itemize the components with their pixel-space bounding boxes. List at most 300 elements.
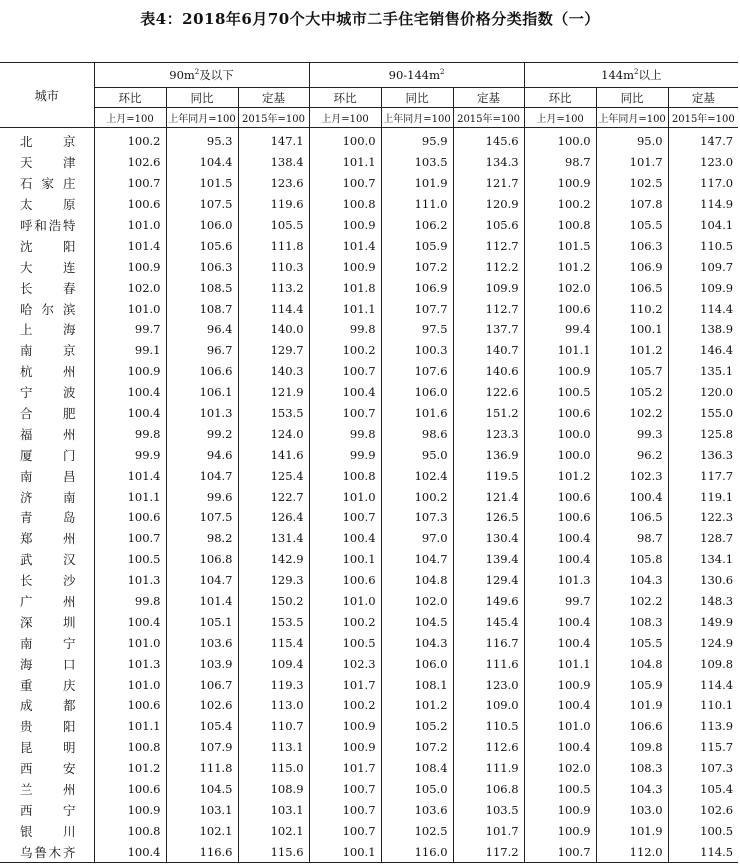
- cell-large-yoy: 102.2: [596, 591, 668, 612]
- cell-mid-fixed: 112.2: [453, 256, 524, 277]
- cell-large-mom: 102.0: [524, 277, 596, 298]
- cell-mid-fixed: 109.0: [453, 695, 524, 716]
- cell-small-fixed: 140.3: [238, 361, 309, 382]
- cell-large-yoy: 110.2: [596, 298, 668, 319]
- table-row: [0, 277, 738, 298]
- cell-large-yoy: 106.5: [596, 277, 668, 298]
- cell-mid-mom: 101.1: [309, 298, 381, 319]
- subheader-mom: 环比: [524, 88, 596, 108]
- cell-large-mom: 101.2: [524, 465, 596, 486]
- cell-mid-mom: 100.9: [309, 737, 381, 758]
- cell-small-mom: 99.8: [94, 423, 166, 444]
- cell-mid-mom: 100.4: [309, 528, 381, 549]
- base-label: 上年同月=100: [166, 108, 238, 128]
- cell-small-mom: 100.8: [94, 820, 166, 841]
- cell-large-fixed: 125.8: [668, 423, 738, 444]
- cell-mid-fixed: 151.2: [453, 403, 524, 424]
- cell-large-fixed: 123.0: [668, 152, 738, 173]
- cell-mid-yoy: 107.6: [381, 361, 453, 382]
- cell-mid-fixed: 121.4: [453, 486, 524, 507]
- cell-small-yoy: 108.5: [166, 277, 238, 298]
- cell-small-yoy: 116.6: [166, 841, 238, 862]
- cell-mid-mom: 100.0: [309, 128, 381, 152]
- cell-mid-yoy: 102.5: [381, 820, 453, 841]
- base-label: 2015年=100: [668, 108, 738, 128]
- cell-mid-fixed: 123.3: [453, 423, 524, 444]
- cell-small-mom: 101.4: [94, 465, 166, 486]
- cell-mid-yoy: 106.9: [381, 277, 453, 298]
- cell-mid-yoy: 104.3: [381, 632, 453, 653]
- cell-mid-mom: 101.7: [309, 674, 381, 695]
- cell-small-mom: 100.2: [94, 128, 166, 152]
- cell-small-fixed: 129.7: [238, 340, 309, 361]
- cell-small-yoy: 107.5: [166, 507, 238, 528]
- cell-mid-mom: 101.7: [309, 758, 381, 779]
- cell-mid-yoy: 105.0: [381, 779, 453, 800]
- subheader-fixed-base: 定基: [453, 88, 524, 108]
- cell-large-fixed: 119.1: [668, 486, 738, 507]
- cell-mid-yoy: 103.5: [381, 152, 453, 173]
- cell-mid-fixed: 136.9: [453, 444, 524, 465]
- cell-small-mom: 100.6: [94, 695, 166, 716]
- city-name: 大连: [20, 259, 76, 275]
- cell-large-yoy: 106.3: [596, 235, 668, 256]
- table-row: [0, 465, 738, 486]
- cell-mid-mom: 99.9: [309, 444, 381, 465]
- table-row: [0, 528, 738, 549]
- cell-large-mom: 100.8: [524, 215, 596, 236]
- city-name: 乌鲁木齐: [0, 841, 94, 862]
- cell-mid-mom: 100.9: [309, 256, 381, 277]
- cell-large-fixed: 149.9: [668, 611, 738, 632]
- cell-small-fixed: 110.3: [238, 256, 309, 277]
- cell-mid-fixed: 122.6: [453, 382, 524, 403]
- cell-mid-fixed: 116.7: [453, 632, 524, 653]
- table-body: [0, 128, 738, 863]
- cell-large-yoy: 106.5: [596, 507, 668, 528]
- cell-small-fixed: 109.4: [238, 653, 309, 674]
- cell-large-fixed: 114.4: [668, 298, 738, 319]
- cell-large-yoy: 95.0: [596, 128, 668, 152]
- city-name: 南宁: [20, 635, 76, 651]
- cell-large-yoy: 107.8: [596, 194, 668, 215]
- cell-mid-mom: 100.2: [309, 340, 381, 361]
- cell-small-fixed: 138.4: [238, 152, 309, 173]
- cell-large-yoy: 100.4: [596, 486, 668, 507]
- cell-mid-mom: 100.7: [309, 779, 381, 800]
- cell-large-mom: 100.9: [524, 674, 596, 695]
- table-row: [0, 152, 738, 173]
- city-name: 长沙: [20, 573, 76, 589]
- cell-mid-yoy: 101.2: [381, 695, 453, 716]
- group-header-small: $90m^2$及以下: [94, 63, 309, 88]
- cell-mid-yoy: 104.7: [381, 549, 453, 570]
- cell-mid-yoy: 101.6: [381, 403, 453, 424]
- cell-mid-fixed: 112.6: [453, 737, 524, 758]
- cell-mid-mom: 101.0: [309, 486, 381, 507]
- cell-small-mom: 100.4: [94, 382, 166, 403]
- cell-large-mom: 101.3: [524, 570, 596, 591]
- cell-large-yoy: 96.2: [596, 444, 668, 465]
- city-name: 太原: [20, 197, 76, 213]
- cell-large-mom: 100.6: [524, 298, 596, 319]
- cell-large-mom: 101.5: [524, 235, 596, 256]
- base-label: 上年同月=100: [381, 108, 453, 128]
- cell-mid-mom: 99.8: [309, 319, 381, 340]
- cell-mid-yoy: 100.3: [381, 340, 453, 361]
- cell-small-fixed: 103.1: [238, 800, 309, 821]
- cell-small-mom: 100.9: [94, 256, 166, 277]
- cell-small-yoy: 106.6: [166, 361, 238, 382]
- city-name: 哈尔滨: [20, 301, 76, 317]
- cell-mid-mom: 101.1: [309, 152, 381, 173]
- cell-small-fixed: 140.0: [238, 319, 309, 340]
- cell-large-fixed: 110.5: [668, 235, 738, 256]
- cell-mid-fixed: 109.9: [453, 277, 524, 298]
- city-name: 沈阳: [20, 238, 76, 254]
- cell-mid-yoy: 107.2: [381, 256, 453, 277]
- table-row: [0, 695, 738, 716]
- cell-mid-fixed: 112.7: [453, 235, 524, 256]
- cell-mid-mom: 100.2: [309, 695, 381, 716]
- cell-large-yoy: 105.5: [596, 632, 668, 653]
- cell-small-fixed: 122.7: [238, 486, 309, 507]
- cell-mid-yoy: 100.2: [381, 486, 453, 507]
- cell-large-fixed: 102.6: [668, 800, 738, 821]
- cell-mid-fixed: 117.2: [453, 841, 524, 862]
- cell-large-mom: 100.4: [524, 549, 596, 570]
- cell-large-fixed: 105.4: [668, 779, 738, 800]
- table-header: [0, 63, 738, 128]
- cell-mid-yoy: 102.4: [381, 465, 453, 486]
- cell-small-mom: 100.7: [94, 528, 166, 549]
- group-header-large: $144m^2$以上: [524, 63, 738, 88]
- cell-large-mom: 101.0: [524, 716, 596, 737]
- cell-large-mom: 102.0: [524, 758, 596, 779]
- cell-small-mom: 101.4: [94, 235, 166, 256]
- cell-large-mom: 100.0: [524, 444, 596, 465]
- cell-large-yoy: 105.2: [596, 382, 668, 403]
- cell-mid-yoy: 105.9: [381, 235, 453, 256]
- cell-small-yoy: 106.7: [166, 674, 238, 695]
- cell-small-fixed: 108.9: [238, 779, 309, 800]
- cell-large-yoy: 106.9: [596, 256, 668, 277]
- cell-mid-mom: 100.7: [309, 800, 381, 821]
- cell-large-yoy: 99.3: [596, 423, 668, 444]
- table-row: [0, 256, 738, 277]
- table-row: [0, 382, 738, 403]
- cell-small-yoy: 106.0: [166, 215, 238, 236]
- city-name: 天津: [20, 155, 76, 171]
- cell-small-fixed: 125.4: [238, 465, 309, 486]
- cell-large-fixed: 147.7: [668, 128, 738, 152]
- cell-mid-yoy: 108.1: [381, 674, 453, 695]
- cell-large-fixed: 135.1: [668, 361, 738, 382]
- cell-large-yoy: 104.3: [596, 570, 668, 591]
- subheader-mom: 环比: [94, 88, 166, 108]
- cell-small-yoy: 104.4: [166, 152, 238, 173]
- cell-large-fixed: 130.6: [668, 570, 738, 591]
- cell-small-mom: 99.1: [94, 340, 166, 361]
- cell-mid-mom: 100.7: [309, 820, 381, 841]
- cell-large-fixed: 155.0: [668, 403, 738, 424]
- cell-small-yoy: 107.9: [166, 737, 238, 758]
- cell-large-yoy: 112.0: [596, 841, 668, 862]
- cell-mid-mom: 100.6: [309, 570, 381, 591]
- cell-large-mom: 100.4: [524, 737, 596, 758]
- cell-mid-mom: 99.8: [309, 423, 381, 444]
- cell-small-fixed: 115.4: [238, 632, 309, 653]
- cell-mid-yoy: 98.6: [381, 423, 453, 444]
- base-label: 上月=100: [94, 108, 166, 128]
- cell-large-fixed: 104.1: [668, 215, 738, 236]
- cell-mid-yoy: 97.5: [381, 319, 453, 340]
- cell-mid-yoy: 116.0: [381, 841, 453, 862]
- cell-mid-mom: 102.3: [309, 653, 381, 674]
- cell-mid-fixed: 140.6: [453, 361, 524, 382]
- cell-small-yoy: 101.5: [166, 173, 238, 194]
- cell-large-mom: 100.6: [524, 507, 596, 528]
- cell-large-mom: 99.4: [524, 319, 596, 340]
- cell-mid-fixed: 101.7: [453, 820, 524, 841]
- cell-mid-mom: 100.9: [309, 215, 381, 236]
- city-name: 合肥: [20, 406, 76, 422]
- cell-small-fixed: 131.4: [238, 528, 309, 549]
- subheader-yoy: 同比: [166, 88, 238, 108]
- cell-mid-fixed: 121.7: [453, 173, 524, 194]
- cell-small-mom: 101.0: [94, 674, 166, 695]
- cell-mid-yoy: 107.3: [381, 507, 453, 528]
- cell-mid-mom: 100.7: [309, 173, 381, 194]
- cell-mid-yoy: 104.8: [381, 570, 453, 591]
- cell-small-fixed: 119.3: [238, 674, 309, 695]
- city-name: 贵阳: [20, 719, 76, 735]
- cell-large-yoy: 109.8: [596, 737, 668, 758]
- cell-small-fixed: 113.2: [238, 277, 309, 298]
- cell-large-mom: 100.5: [524, 382, 596, 403]
- cell-small-yoy: 104.7: [166, 465, 238, 486]
- table-row: [0, 758, 738, 779]
- cell-large-mom: 101.1: [524, 653, 596, 674]
- cell-mid-mom: 100.8: [309, 465, 381, 486]
- cell-small-fixed: 129.3: [238, 570, 309, 591]
- cell-small-yoy: 94.6: [166, 444, 238, 465]
- cell-large-yoy: 106.6: [596, 716, 668, 737]
- cell-large-mom: 100.9: [524, 800, 596, 821]
- cell-large-fixed: 124.9: [668, 632, 738, 653]
- cell-large-fixed: 148.3: [668, 591, 738, 612]
- cell-large-fixed: 117.7: [668, 465, 738, 486]
- city-name: 福州: [20, 426, 76, 442]
- cell-small-fixed: 150.2: [238, 591, 309, 612]
- cell-large-mom: 100.7: [524, 841, 596, 862]
- cell-small-fixed: 126.4: [238, 507, 309, 528]
- cell-large-fixed: 109.7: [668, 256, 738, 277]
- cell-mid-fixed: 123.0: [453, 674, 524, 695]
- cell-small-mom: 100.9: [94, 800, 166, 821]
- cell-small-mom: 100.6: [94, 779, 166, 800]
- cell-large-mom: 100.9: [524, 361, 596, 382]
- cell-small-yoy: 98.2: [166, 528, 238, 549]
- cell-large-yoy: 102.2: [596, 403, 668, 424]
- cell-large-fixed: 100.5: [668, 820, 738, 841]
- cell-large-fixed: 134.1: [668, 549, 738, 570]
- table-row: [0, 820, 738, 841]
- cell-mid-mom: 100.2: [309, 611, 381, 632]
- cell-large-mom: 100.6: [524, 486, 596, 507]
- cell-small-fixed: 113.1: [238, 737, 309, 758]
- cell-mid-yoy: 103.6: [381, 800, 453, 821]
- cell-large-yoy: 105.5: [596, 215, 668, 236]
- cell-mid-yoy: 104.5: [381, 611, 453, 632]
- cell-large-yoy: 101.2: [596, 340, 668, 361]
- cell-large-yoy: 105.8: [596, 549, 668, 570]
- cell-mid-mom: 100.1: [309, 549, 381, 570]
- city-name: 呼和浩特: [20, 218, 76, 233]
- city-name: 武汉: [20, 552, 76, 568]
- city-name: 长春: [20, 280, 76, 296]
- cell-small-mom: 100.4: [94, 841, 166, 862]
- cell-mid-fixed: 134.3: [453, 152, 524, 173]
- cell-large-mom: 100.9: [524, 820, 596, 841]
- table-row: [0, 215, 738, 236]
- table-row: [0, 173, 738, 194]
- cell-mid-mom: 101.0: [309, 591, 381, 612]
- cell-mid-yoy: 108.4: [381, 758, 453, 779]
- subheader-fixed-base: 定基: [668, 88, 738, 108]
- cell-mid-fixed: 140.7: [453, 340, 524, 361]
- table-row: [0, 361, 738, 382]
- cell-small-fixed: 153.5: [238, 403, 309, 424]
- cell-large-mom: 100.9: [524, 173, 596, 194]
- cell-large-mom: 101.1: [524, 340, 596, 361]
- cell-large-fixed: 114.9: [668, 194, 738, 215]
- cell-small-mom: 100.7: [94, 173, 166, 194]
- cell-small-fixed: 113.0: [238, 695, 309, 716]
- cell-small-mom: 101.1: [94, 486, 166, 507]
- cell-small-fixed: 147.1: [238, 128, 309, 152]
- city-name: 西宁: [20, 802, 76, 818]
- cell-small-yoy: 103.1: [166, 800, 238, 821]
- cell-large-yoy: 104.8: [596, 653, 668, 674]
- cell-mid-fixed: 145.4: [453, 611, 524, 632]
- cell-large-mom: 99.7: [524, 591, 596, 612]
- cell-large-yoy: 108.3: [596, 611, 668, 632]
- cell-small-mom: 101.0: [94, 632, 166, 653]
- cell-large-mom: 101.2: [524, 256, 596, 277]
- cell-small-yoy: 105.4: [166, 716, 238, 737]
- cell-mid-fixed: 130.4: [453, 528, 524, 549]
- table-title: 表4：2018年6月70个大中城市二手住宅销售价格分类指数（一）: [140, 10, 600, 28]
- cell-small-yoy: 103.9: [166, 653, 238, 674]
- cell-large-yoy: 100.1: [596, 319, 668, 340]
- cell-large-fixed: 109.9: [668, 277, 738, 298]
- cell-small-mom: 100.6: [94, 194, 166, 215]
- cell-large-fixed: 115.7: [668, 737, 738, 758]
- city-name: 兰州: [20, 782, 76, 798]
- cell-large-mom: 100.5: [524, 779, 596, 800]
- cell-mid-mom: 100.7: [309, 403, 381, 424]
- city-name: 北京: [20, 134, 76, 150]
- cell-mid-fixed: 105.6: [453, 215, 524, 236]
- table-row: [0, 507, 738, 528]
- cell-small-yoy: 111.8: [166, 758, 238, 779]
- cell-large-mom: 100.2: [524, 194, 596, 215]
- city-name: 南昌: [20, 468, 76, 484]
- cell-large-fixed: 120.0: [668, 382, 738, 403]
- cell-mid-mom: 101.8: [309, 277, 381, 298]
- cell-small-fixed: 142.9: [238, 549, 309, 570]
- cell-mid-yoy: 105.2: [381, 716, 453, 737]
- table-row: [0, 235, 738, 256]
- cell-small-mom: 101.0: [94, 298, 166, 319]
- subheader-fixed-base: 定基: [238, 88, 309, 108]
- cell-mid-fixed: 119.5: [453, 465, 524, 486]
- cell-large-fixed: 110.1: [668, 695, 738, 716]
- cell-large-yoy: 101.9: [596, 820, 668, 841]
- table-row: [0, 403, 738, 424]
- cell-mid-fixed: 137.7: [453, 319, 524, 340]
- cell-small-fixed: 105.5: [238, 215, 309, 236]
- base-label: 上月=100: [524, 108, 596, 128]
- cell-small-yoy: 107.5: [166, 194, 238, 215]
- cell-small-mom: 101.0: [94, 215, 166, 236]
- cell-small-mom: 101.1: [94, 716, 166, 737]
- table-row: [0, 423, 738, 444]
- cell-large-fixed: 107.3: [668, 758, 738, 779]
- cell-large-fixed: 117.0: [668, 173, 738, 194]
- cell-mid-fixed: 110.5: [453, 716, 524, 737]
- cell-large-mom: 100.0: [524, 423, 596, 444]
- cell-large-fixed: 146.4: [668, 340, 738, 361]
- cell-mid-yoy: 102.0: [381, 591, 453, 612]
- cell-small-yoy: 105.6: [166, 235, 238, 256]
- table-row: [0, 128, 738, 152]
- cell-small-mom: 100.8: [94, 737, 166, 758]
- cell-mid-mom: 100.8: [309, 194, 381, 215]
- cell-large-mom: 100.4: [524, 611, 596, 632]
- cell-mid-yoy: 111.0: [381, 194, 453, 215]
- city-name: 南京: [20, 343, 76, 359]
- cell-mid-mom: 100.1: [309, 841, 381, 862]
- cell-mid-yoy: 106.0: [381, 653, 453, 674]
- cell-mid-fixed: 106.8: [453, 779, 524, 800]
- cell-small-mom: 102.0: [94, 277, 166, 298]
- base-label: 2015年=100: [238, 108, 309, 128]
- cell-mid-yoy: 106.0: [381, 382, 453, 403]
- city-name: 宁波: [20, 385, 76, 401]
- cell-large-fixed: 128.7: [668, 528, 738, 549]
- table-row: [0, 653, 738, 674]
- cell-small-fixed: 124.0: [238, 423, 309, 444]
- cell-mid-mom: 100.7: [309, 507, 381, 528]
- table-row: [0, 570, 738, 591]
- cell-small-mom: 99.7: [94, 319, 166, 340]
- cell-small-fixed: 119.6: [238, 194, 309, 215]
- table-row: [0, 611, 738, 632]
- city-name: 广州: [20, 594, 76, 610]
- cell-large-fixed: 138.9: [668, 319, 738, 340]
- table-row: [0, 340, 738, 361]
- cell-mid-fixed: 111.6: [453, 653, 524, 674]
- city-name: 银川: [20, 823, 76, 839]
- cell-mid-fixed: 126.5: [453, 507, 524, 528]
- table-row: [0, 674, 738, 695]
- cell-large-fixed: 113.9: [668, 716, 738, 737]
- cell-large-mom: 100.4: [524, 695, 596, 716]
- table-row: [0, 486, 738, 507]
- city-name: 济南: [20, 489, 76, 505]
